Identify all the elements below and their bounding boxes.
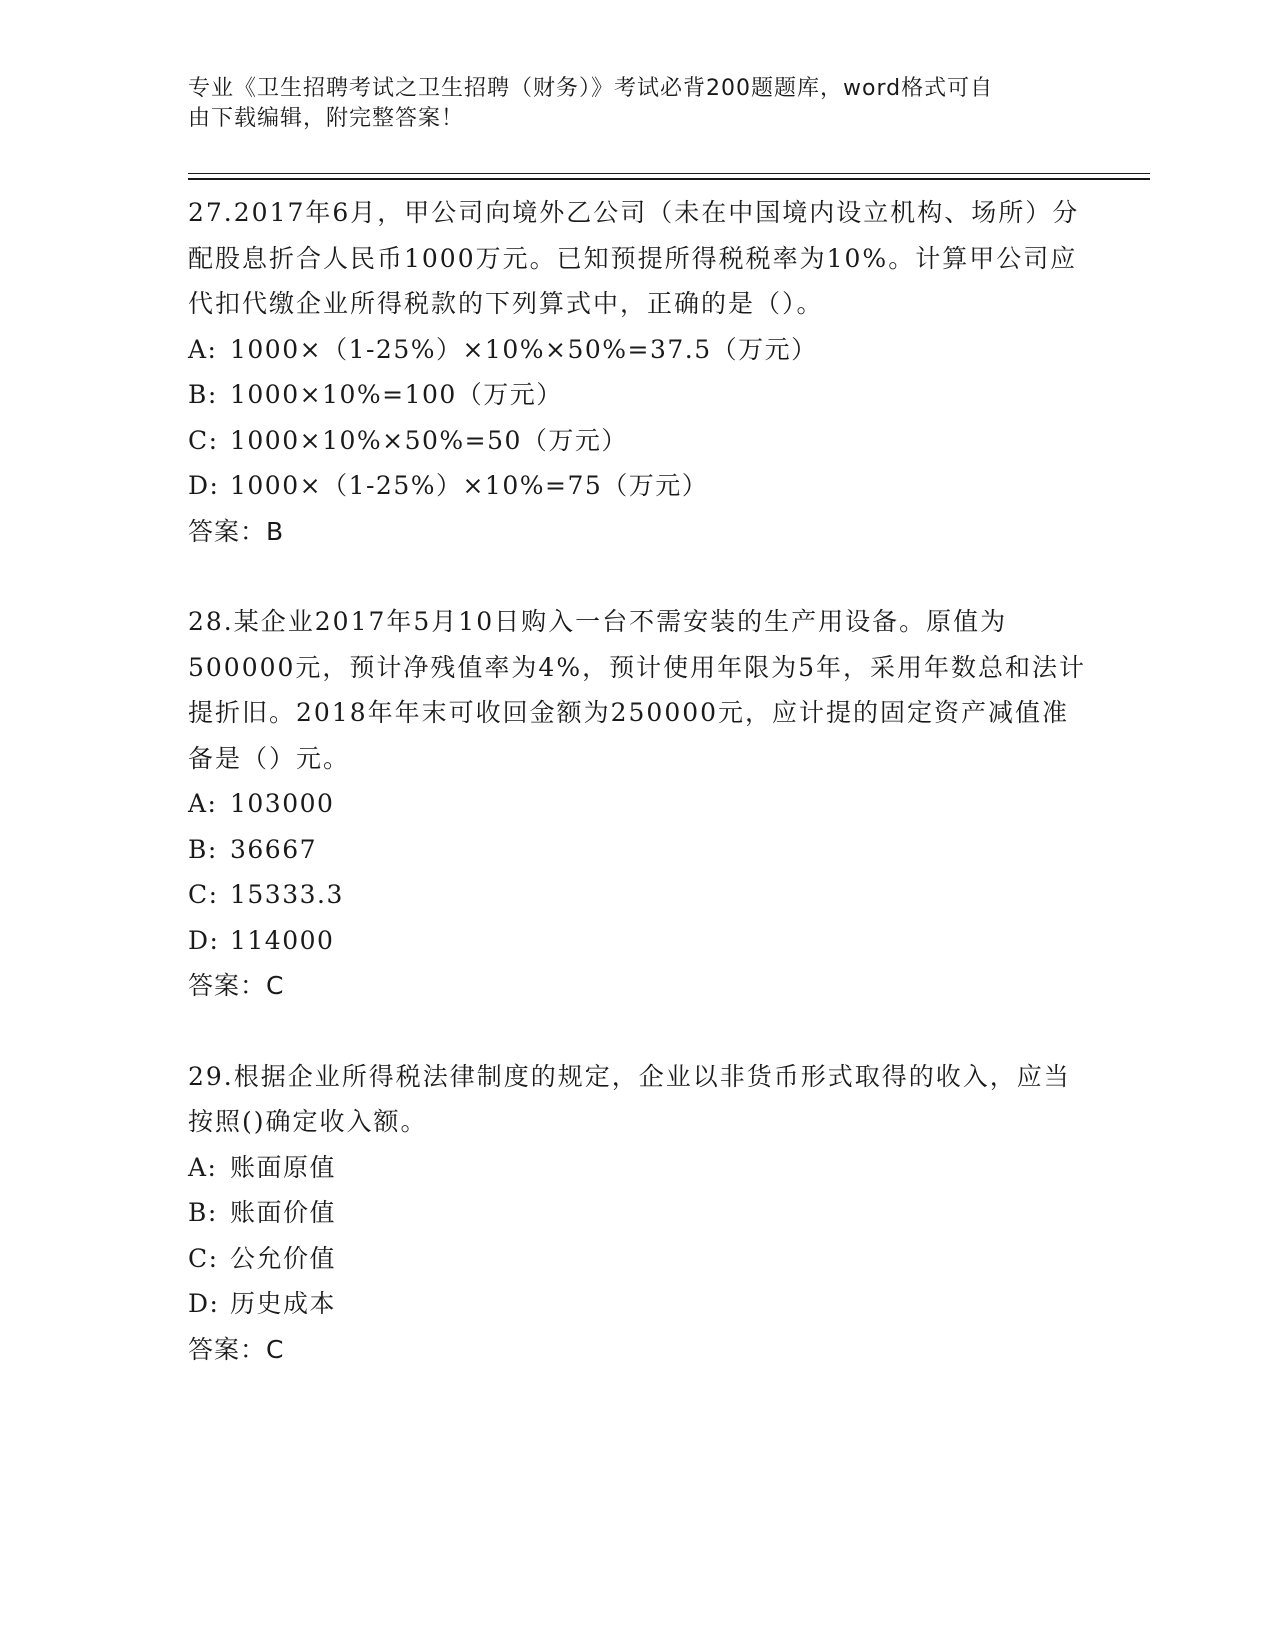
option-b — [188, 827, 1088, 873]
answer-line: 答案：B — [188, 516, 285, 546]
option-letter: B: — [188, 380, 218, 409]
option-text: 36667 — [230, 834, 318, 864]
question-28 — [188, 599, 1088, 1009]
option-c — [188, 418, 1088, 464]
question-list — [188, 190, 1088, 1417]
option-a — [188, 327, 1088, 373]
option-d — [188, 918, 1088, 964]
option-b — [188, 372, 1088, 418]
option-text: 1000×10%×50%=50（万元） — [230, 425, 628, 455]
option-text: 账面原值 — [230, 1152, 337, 1182]
document-header — [188, 74, 1068, 134]
option-letter: A: — [188, 334, 218, 364]
header-line-1: 专业《卫生招聘考试之卫生招聘（财务）》考试必背200题题库，word格式可自 — [188, 76, 994, 101]
option-text: 15333.3 — [230, 880, 344, 909]
option-text: 103000 — [230, 789, 335, 818]
question-stem: 29.根据企业所得税法律制度的规定，企业以非货币形式取得的收入，应当按照()确定收入额。 — [188, 1061, 1071, 1136]
option-letter: A: — [188, 789, 218, 818]
option-c — [188, 1236, 1088, 1282]
option-d — [188, 1281, 1088, 1327]
option-text: 公允价值 — [230, 1243, 337, 1273]
question-29 — [188, 1054, 1088, 1373]
option-text: 1000×（1-25%）×10%=75（万元） — [230, 471, 709, 500]
option-text: 账面价值 — [230, 1198, 337, 1227]
option-text: 1000×10%=100（万元） — [230, 380, 563, 409]
option-letter: D: — [188, 471, 220, 500]
option-letter: C: — [188, 880, 219, 909]
option-a — [188, 1145, 1088, 1191]
option-letter: D: — [188, 1289, 220, 1318]
option-letter: B: — [188, 1198, 218, 1227]
option-a — [188, 781, 1088, 827]
option-text: 1000×（1-25%）×10%×50%=37.5（万元） — [230, 334, 818, 364]
header-line-2: 由下载编辑，附完整答案！ — [188, 106, 465, 131]
option-text: 历史成本 — [230, 1289, 337, 1318]
answer-line: 答案：C — [188, 971, 285, 1000]
option-text: 114000 — [230, 925, 335, 955]
option-b — [188, 1190, 1088, 1236]
option-letter: A: — [188, 1152, 218, 1182]
header-divider-thick — [188, 178, 1150, 180]
option-letter: B: — [188, 834, 218, 864]
option-letter: C: — [188, 425, 219, 455]
header-divider-thin — [188, 173, 1150, 174]
answer-line: 答案：C — [188, 1334, 285, 1364]
option-letter: D: — [188, 925, 220, 955]
option-c — [188, 872, 1088, 918]
question-stem: 28.某企业2017年5月10日购入一台不需安装的生产用设备。原值为500000元，预计净残值率为4%，预计使用年限为5年，采用年数总和法计提折旧。2018年年末可收回金额为250000元，应计提的固定资产减值准备是（）元。 — [188, 607, 1087, 773]
question-stem: 27.2017年6月，甲公司向境外乙公司（未在中国境内设立机构、场所）分配股息折合人民币1000万元。已知预提所得税税率为10%。计算甲公司应代扣代缴企业所得税款的下列算式中，正确的是（）。 — [188, 198, 1080, 318]
option-d — [188, 463, 1088, 509]
option-letter: C: — [188, 1243, 219, 1273]
question-27 — [188, 190, 1088, 554]
